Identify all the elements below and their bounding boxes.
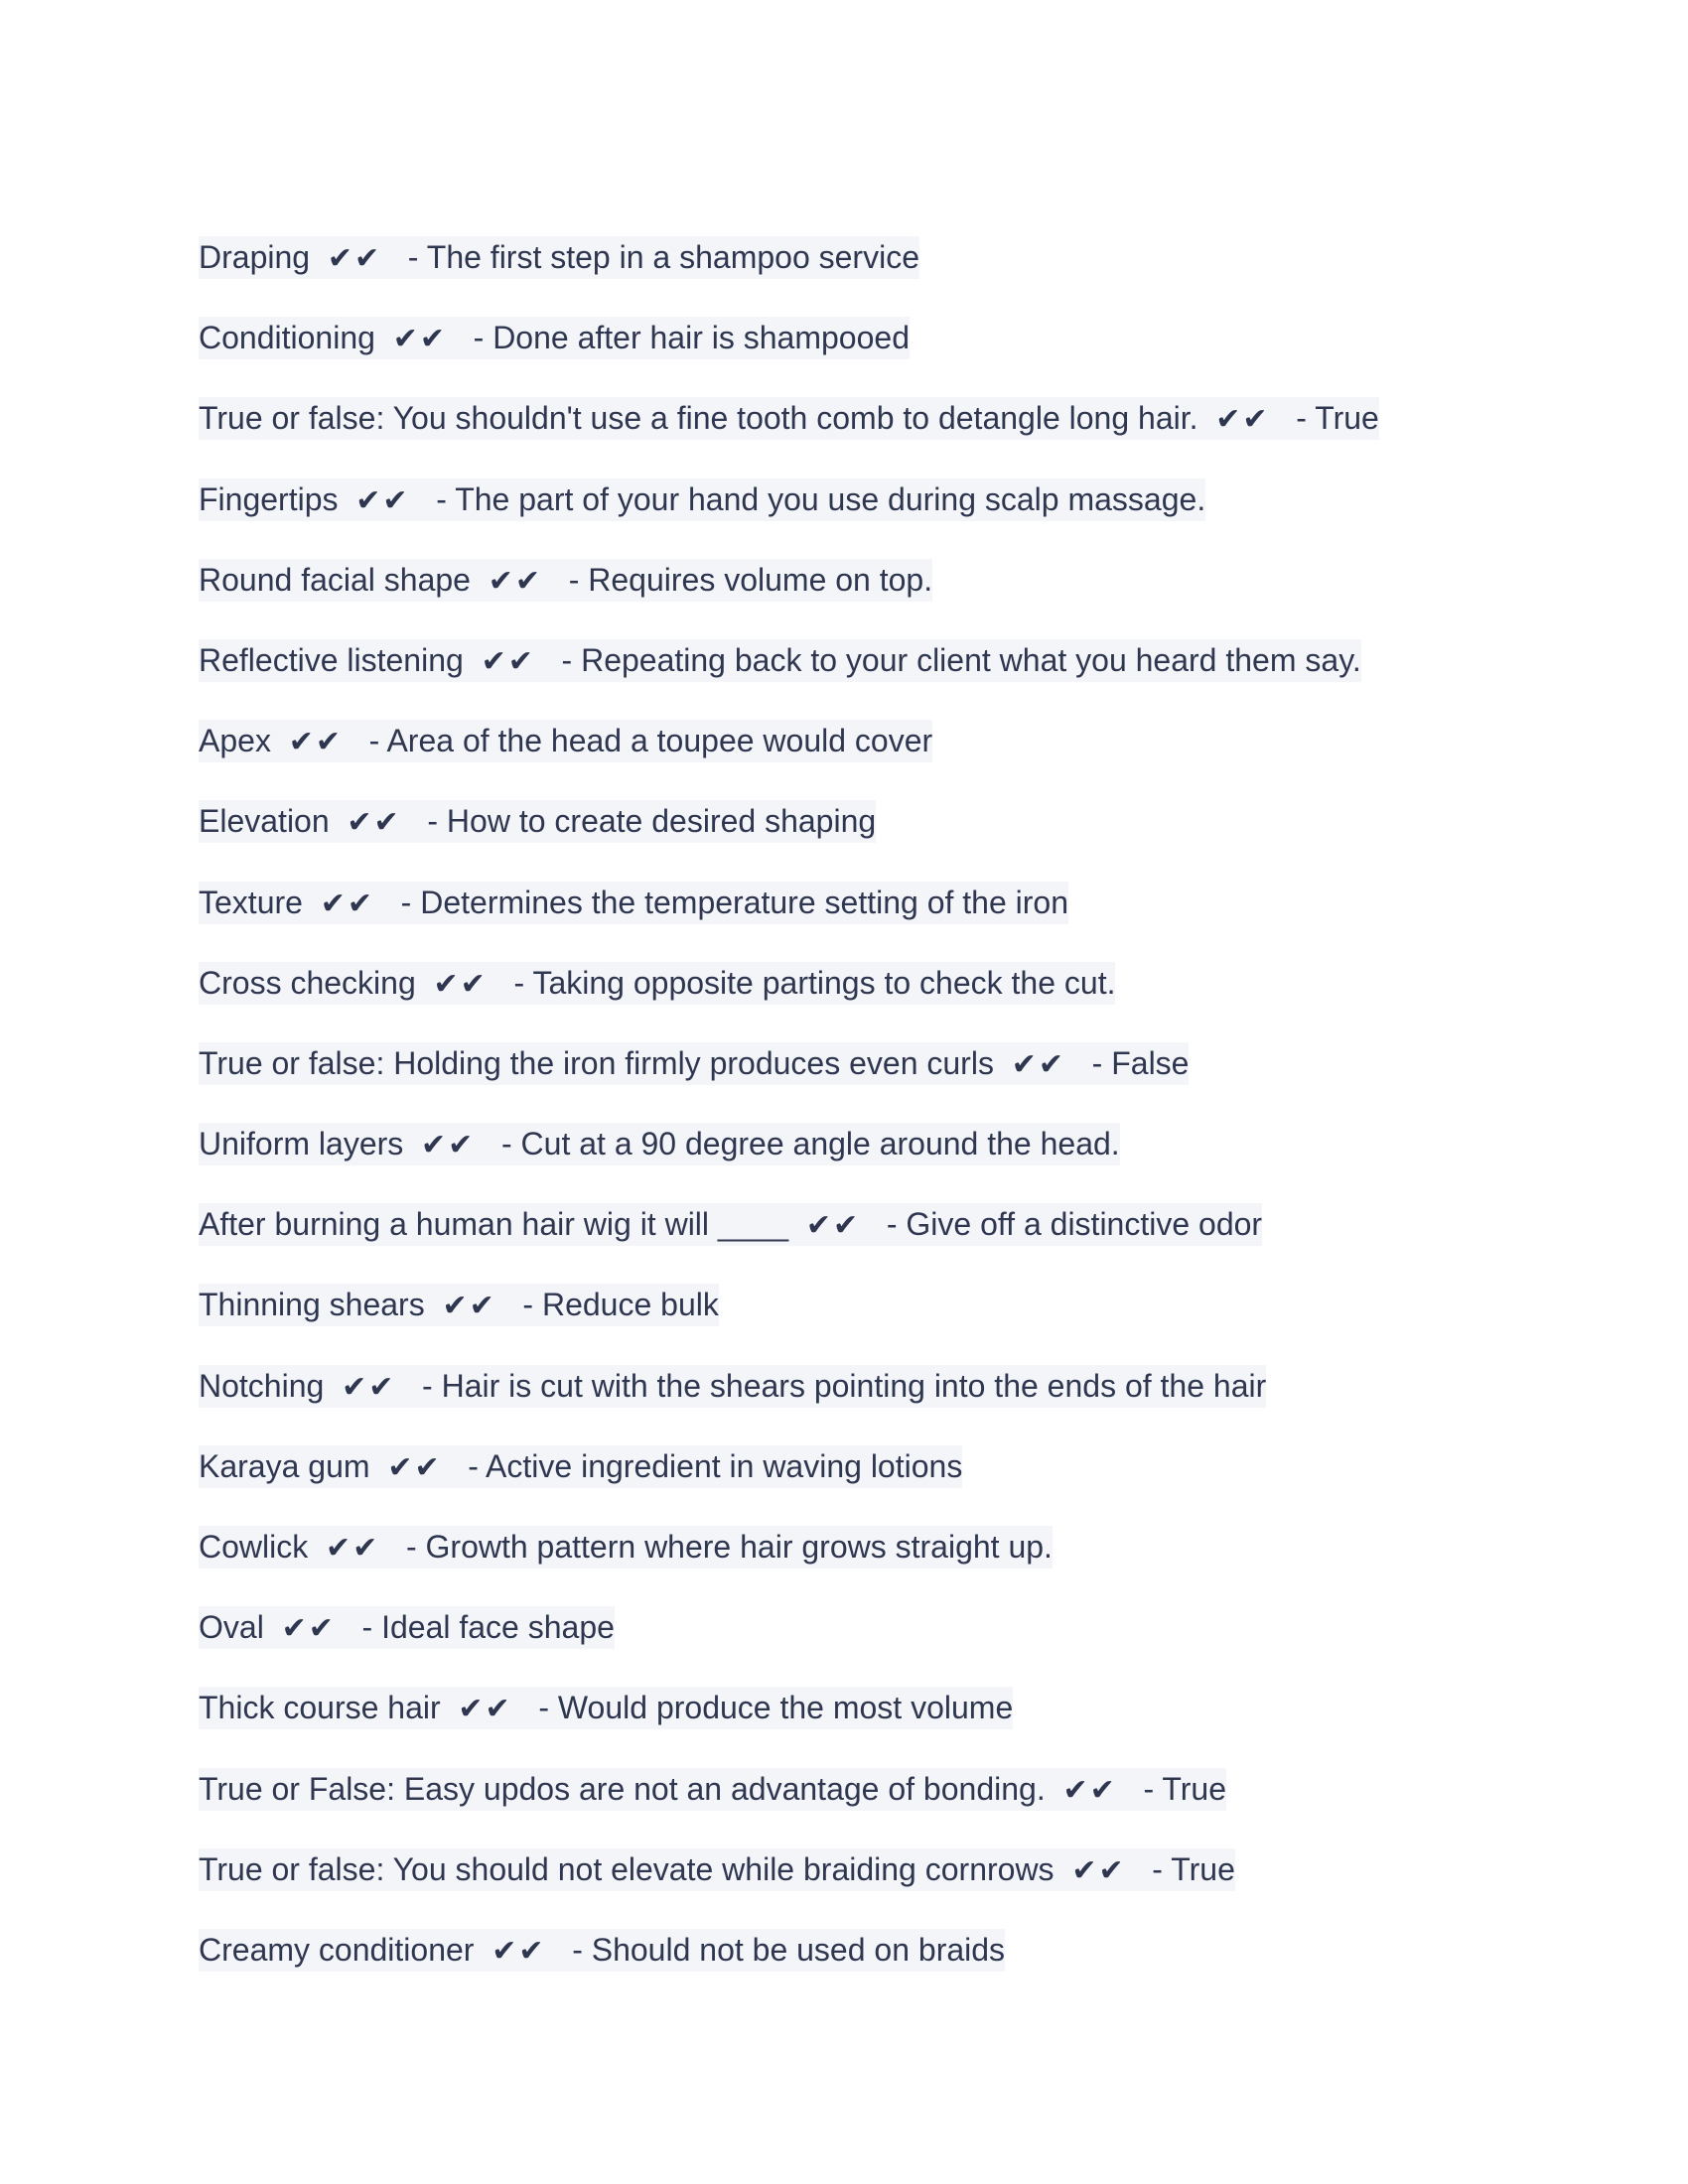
answer: - True bbox=[1143, 1770, 1227, 1807]
answer: - Give off a distinctive odor bbox=[886, 1206, 1263, 1243]
highlighted-entry bbox=[199, 236, 919, 279]
list-item bbox=[199, 317, 1379, 359]
answer: - Reduce bulk bbox=[522, 1287, 719, 1323]
highlighted-entry bbox=[199, 1042, 1189, 1085]
term: Texture bbox=[199, 884, 303, 920]
term: After burning a human hair wig it will ____ bbox=[199, 1206, 789, 1243]
answer: - Cut at a 90 degree angle around the head. bbox=[501, 1126, 1120, 1162]
list-item bbox=[199, 1848, 1379, 1891]
term: Notching bbox=[199, 1367, 325, 1404]
highlighted-entry bbox=[199, 559, 932, 602]
highlighted-entry bbox=[199, 1526, 1053, 1569]
answer: - Done after hair is shampooed bbox=[473, 320, 910, 356]
double-check-icon: ✔✔ bbox=[442, 1289, 496, 1324]
list-item bbox=[199, 800, 1379, 843]
list-item bbox=[199, 236, 1379, 279]
highlighted-entry bbox=[199, 1606, 615, 1649]
double-check-icon: ✔✔ bbox=[326, 1531, 380, 1566]
highlighted-entry bbox=[199, 1203, 1262, 1246]
term: True or false: You should not elevate while braiding cornrows bbox=[199, 1850, 1055, 1887]
answer: - Taking opposite partings to check the cut. bbox=[513, 964, 1116, 1001]
list-item bbox=[199, 639, 1379, 682]
double-check-icon: ✔✔ bbox=[481, 643, 535, 679]
list-item bbox=[199, 1123, 1379, 1165]
term: Thinning shears bbox=[199, 1287, 425, 1323]
double-check-icon: ✔✔ bbox=[1062, 1772, 1117, 1808]
answer: - Growth pattern where hair grows straight up. bbox=[405, 1529, 1053, 1565]
answer: - Active ingredient in waving lotions bbox=[468, 1447, 963, 1484]
list-item bbox=[199, 1687, 1379, 1729]
highlighted-entry bbox=[199, 317, 910, 359]
answer: - True bbox=[1296, 400, 1379, 437]
double-check-icon: ✔✔ bbox=[288, 725, 343, 760]
list-item bbox=[199, 478, 1379, 521]
flashcard-list bbox=[199, 236, 1379, 2009]
double-check-icon: ✔✔ bbox=[458, 1692, 512, 1727]
list-item bbox=[199, 1929, 1379, 1972]
list-item bbox=[199, 1606, 1379, 1649]
list-item bbox=[199, 1445, 1379, 1488]
double-check-icon: ✔✔ bbox=[281, 1611, 336, 1647]
answer: - Determines the temperature setting of the iron bbox=[400, 884, 1068, 920]
term: Conditioning bbox=[199, 320, 375, 356]
term: Creamy conditioner bbox=[199, 1931, 475, 1968]
double-check-icon: ✔✔ bbox=[355, 482, 410, 518]
answer: - Should not be used on braids bbox=[572, 1931, 1006, 1968]
double-check-icon: ✔✔ bbox=[347, 805, 401, 841]
term: Karaya gum bbox=[199, 1447, 370, 1484]
list-item bbox=[199, 882, 1379, 924]
double-check-icon: ✔✔ bbox=[1011, 1046, 1065, 1082]
highlighted-entry bbox=[199, 1445, 962, 1488]
double-check-icon: ✔✔ bbox=[327, 241, 382, 276]
highlighted-entry bbox=[199, 1768, 1226, 1811]
list-item bbox=[199, 1365, 1379, 1408]
term: True or false: You shouldn't use a fine tooth comb to detangle long hair. bbox=[199, 400, 1198, 437]
term: Thick course hair bbox=[199, 1690, 441, 1726]
term: Reflective listening bbox=[199, 641, 464, 678]
term: Fingertips bbox=[199, 480, 339, 517]
double-check-icon: ✔✔ bbox=[433, 966, 488, 1002]
double-check-icon: ✔✔ bbox=[805, 1208, 861, 1244]
term: True or false: Holding the iron firmly produces even curls bbox=[199, 1044, 994, 1081]
term: Uniform layers bbox=[199, 1126, 404, 1162]
list-item bbox=[199, 1768, 1379, 1811]
term: Oval bbox=[199, 1609, 264, 1646]
highlighted-entry bbox=[199, 1687, 1013, 1729]
double-check-icon: ✔✔ bbox=[392, 322, 447, 357]
highlighted-entry bbox=[199, 882, 1068, 924]
answer: - True bbox=[1152, 1850, 1235, 1887]
term: Apex bbox=[199, 723, 271, 759]
list-item bbox=[199, 397, 1379, 440]
answer: - The first step in a shampoo service bbox=[407, 239, 919, 275]
double-check-icon: ✔✔ bbox=[492, 1933, 546, 1969]
list-item bbox=[199, 1203, 1379, 1246]
highlighted-entry bbox=[199, 478, 1205, 521]
list-item bbox=[199, 962, 1379, 1005]
answer: - Ideal face shape bbox=[361, 1609, 615, 1646]
term: Cross checking bbox=[199, 964, 416, 1001]
highlighted-entry bbox=[199, 639, 1361, 682]
highlighted-entry bbox=[199, 1123, 1120, 1165]
answer: - Requires volume on top. bbox=[568, 561, 933, 598]
list-item bbox=[199, 1526, 1379, 1569]
list-item bbox=[199, 720, 1379, 762]
double-check-icon: ✔✔ bbox=[320, 886, 374, 921]
answer: - Would produce the most volume bbox=[538, 1690, 1014, 1726]
double-check-icon: ✔✔ bbox=[421, 1128, 476, 1163]
highlighted-entry bbox=[199, 1848, 1235, 1891]
highlighted-entry bbox=[199, 800, 876, 843]
answer: - Repeating back to your client what you heard them say. bbox=[561, 641, 1361, 678]
double-check-icon: ✔✔ bbox=[387, 1449, 442, 1485]
double-check-icon: ✔✔ bbox=[342, 1369, 396, 1405]
highlighted-entry bbox=[199, 397, 1379, 440]
answer: - Area of the head a toupee would cover bbox=[368, 723, 933, 759]
list-item bbox=[199, 1284, 1379, 1326]
term: Elevation bbox=[199, 803, 330, 840]
answer: - False bbox=[1091, 1044, 1190, 1081]
highlighted-entry bbox=[199, 1365, 1266, 1408]
list-item bbox=[199, 1042, 1379, 1085]
term: Round facial shape bbox=[199, 561, 471, 598]
answer: - How to create desired shaping bbox=[427, 803, 877, 840]
double-check-icon: ✔✔ bbox=[1071, 1852, 1126, 1888]
term: True or False: Easy updos are not an advantage of bonding. bbox=[199, 1770, 1046, 1807]
highlighted-entry bbox=[199, 720, 932, 762]
answer: - The part of your hand you use during scalp massage. bbox=[436, 480, 1206, 517]
answer: - Hair is cut with the shears pointing into the ends of the hair bbox=[422, 1367, 1267, 1404]
double-check-icon: ✔✔ bbox=[488, 563, 543, 599]
list-item bbox=[199, 559, 1379, 602]
double-check-icon: ✔✔ bbox=[1215, 402, 1270, 438]
term: Draping bbox=[199, 239, 311, 275]
highlighted-entry bbox=[199, 1284, 719, 1326]
term: Cowlick bbox=[199, 1529, 309, 1565]
highlighted-entry bbox=[199, 962, 1115, 1005]
highlighted-entry bbox=[199, 1929, 1005, 1972]
